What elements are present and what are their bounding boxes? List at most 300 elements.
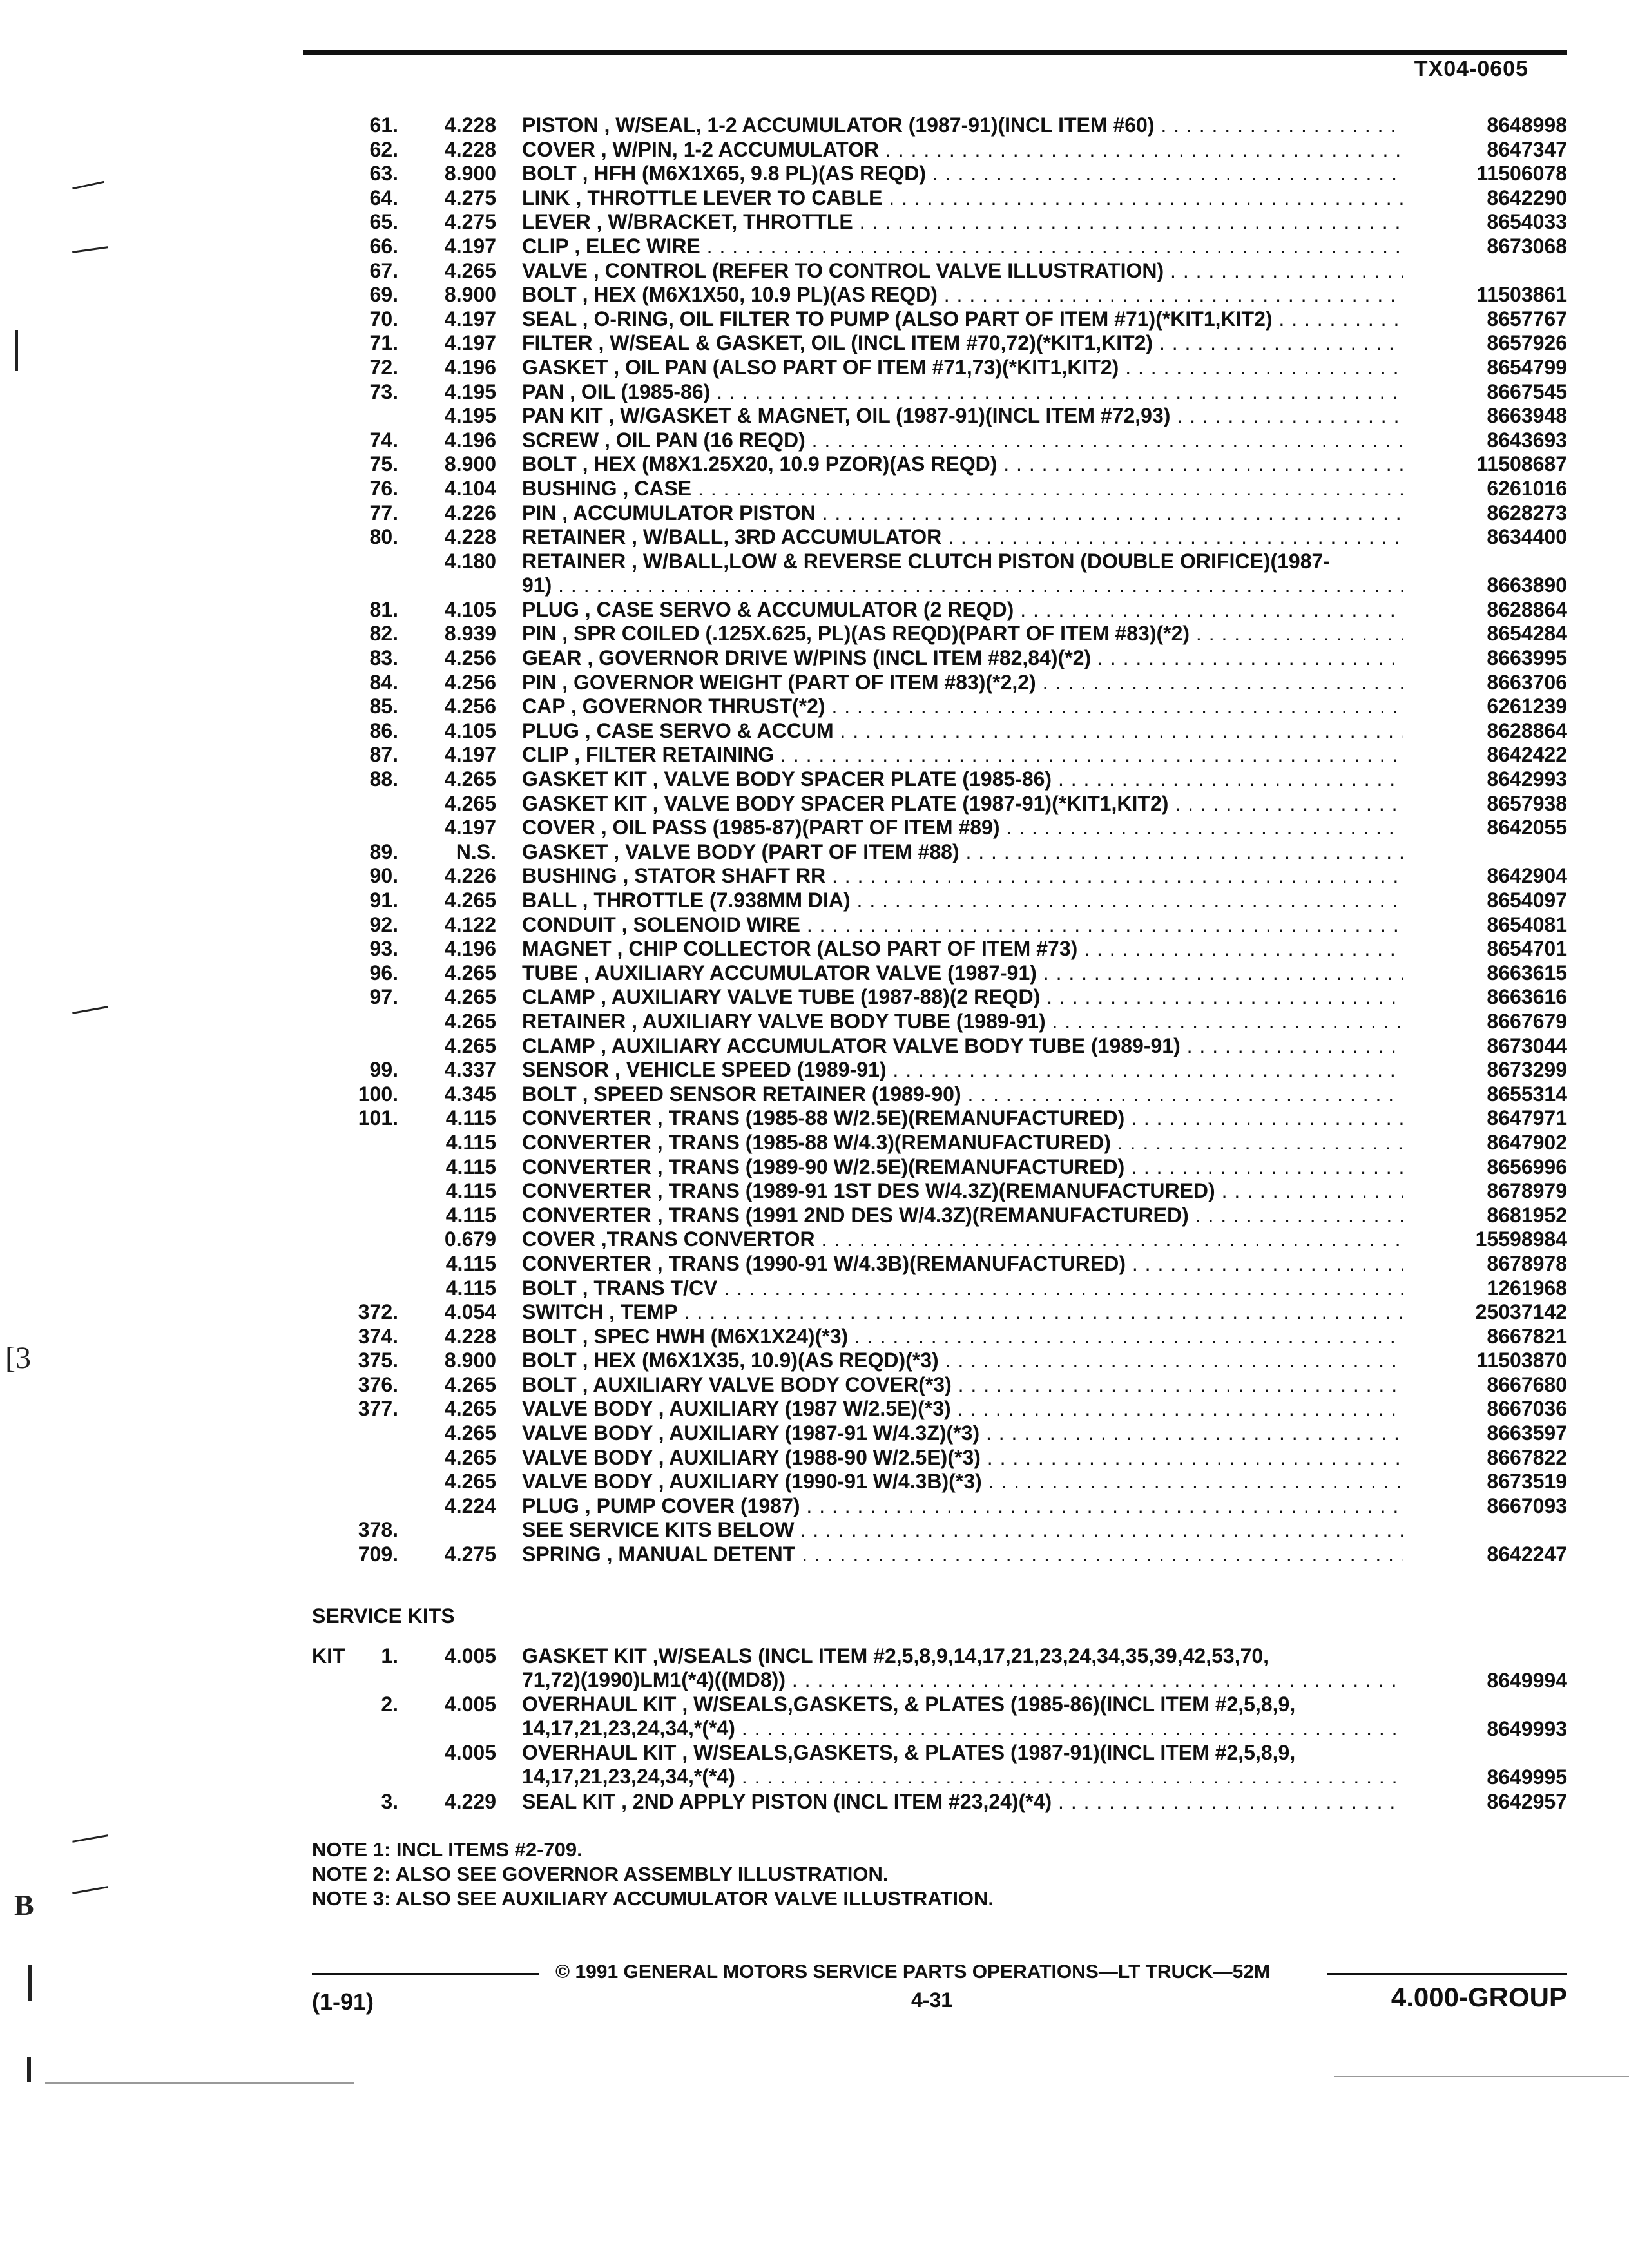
item-number: 2.: [381, 1693, 398, 1716]
part-number: 8642247: [1487, 1542, 1567, 1566]
description-line: [522, 525, 1403, 549]
part-description: [522, 913, 1403, 937]
description-line: [522, 840, 1403, 864]
item-number: 83.: [369, 646, 398, 670]
kit-label: KIT: [312, 1644, 345, 1667]
part-detail: , GOVERNOR WEIGHT (PART OF ITEM #83)(*2,2): [562, 670, 1036, 694]
part-row: [303, 840, 1567, 865]
group-number: 4.226: [444, 501, 496, 524]
part-number: 8667822: [1487, 1445, 1567, 1469]
part-name: BALL: [522, 889, 577, 912]
part-description: [522, 1276, 1403, 1300]
part-name: BUSHING: [522, 864, 617, 888]
part-description: [522, 1325, 1403, 1349]
item-number: 86.: [369, 718, 398, 742]
group-number: 4.337: [444, 1058, 496, 1082]
item-number: 71.: [369, 331, 398, 355]
part-row: [303, 283, 1567, 307]
part-row: [303, 695, 1567, 719]
group-number: 4.005: [444, 1741, 496, 1765]
description-line: [522, 598, 1403, 622]
item-number: 372.: [358, 1300, 398, 1324]
description-line: [522, 864, 1403, 888]
part-row: [303, 671, 1567, 695]
service-kits-list: [303, 1644, 1567, 1814]
part-number: 11503861: [1476, 283, 1567, 307]
part-name: OVERHAUL KIT: [522, 1741, 677, 1765]
part-detail: , AUXILIARY VALVE BODY TUBE (1989-91): [631, 1009, 1046, 1033]
group-number: 4.275: [444, 210, 496, 234]
part-detail: , THROTTLE LEVER TO CABLE: [575, 186, 883, 209]
item-number: 91.: [369, 889, 398, 912]
part-number: 11503870: [1476, 1349, 1567, 1372]
part-row: [303, 1373, 1567, 1398]
part-name: LINK: [522, 186, 570, 209]
part-row: [303, 864, 1567, 889]
margin-mark-3: [3: [5, 1341, 31, 1375]
group-number: 4.228: [444, 525, 496, 549]
part-number: 8647902: [1487, 1130, 1567, 1154]
part-name: GASKET: [522, 840, 608, 863]
description-line: [522, 283, 1403, 307]
item-number: 65.: [369, 210, 398, 234]
part-description: [522, 743, 1403, 767]
group-number: N.S.: [456, 840, 496, 863]
part-number: 8654799: [1487, 355, 1567, 379]
page-number: 4-31: [911, 1988, 953, 2012]
part-name: PIN: [522, 622, 557, 646]
item-number: 81.: [369, 597, 398, 621]
part-detail: , CONTROL (REFER TO CONTROL VALVE ILLUSTRATION): [593, 258, 1164, 282]
description-line: [522, 1741, 1403, 1765]
part-name: CONVERTER: [522, 1106, 651, 1130]
part-name: PLUG: [522, 1494, 579, 1517]
group-number: 4.197: [444, 743, 496, 767]
description-line: [522, 1082, 1403, 1106]
description-line: [522, 1470, 1403, 1494]
part-row: [303, 1058, 1567, 1082]
part-number: 8667036: [1487, 1397, 1567, 1421]
part-row: [303, 501, 1567, 526]
part-row: [303, 113, 1567, 138]
part-description: [522, 1644, 1403, 1692]
part-row: [303, 1106, 1567, 1131]
group-number: 0.679: [444, 1227, 496, 1251]
part-name: PAN KIT: [522, 404, 603, 428]
description-line: [522, 1542, 1403, 1566]
group-number: 4.196: [444, 937, 496, 961]
part-detail: , STATOR SHAFT RR: [622, 864, 826, 888]
part-description: [522, 671, 1403, 695]
part-number: 8667680: [1487, 1372, 1567, 1396]
part-detail: , W/GASKET & MAGNET, OIL (1987-91)(INCL ITEM #72,93): [608, 404, 1171, 428]
part-description: [522, 1693, 1403, 1740]
part-row: [303, 1204, 1567, 1228]
part-number: 8649993: [1487, 1716, 1567, 1740]
part-detail: , TRANS (1991 2ND DES W/4.3Z)(REMANUFACTURED): [657, 1203, 1189, 1227]
item-number: 76.: [369, 476, 398, 500]
item-number: 66.: [369, 234, 398, 258]
service-kits-heading: SERVICE KITS: [312, 1604, 455, 1628]
part-detail: , CASE SERVO & ACCUM: [584, 718, 834, 742]
part-description: [522, 1741, 1403, 1789]
part-number: 11508687: [1476, 452, 1567, 476]
scan-mark: [72, 1886, 108, 1894]
group-number: 4.265: [444, 889, 496, 912]
part-row: [303, 1034, 1567, 1059]
part-name: VALVE BODY: [522, 1445, 653, 1469]
part-description: [522, 1155, 1403, 1179]
description-line: [522, 1325, 1403, 1349]
item-number: 84.: [369, 670, 398, 694]
scan-mark: [72, 1006, 108, 1014]
description-line: [522, 356, 1403, 380]
description-line: [522, 259, 1403, 283]
part-detail: , HFH (M6X1X65, 9.8 PL)(AS REQD): [582, 162, 927, 186]
part-row: [303, 1518, 1567, 1542]
part-detail: , SOLENOID WIRE: [621, 912, 800, 936]
description-line: [522, 428, 1403, 452]
part-name: GASKET KIT: [522, 791, 647, 815]
part-name: BUSHING: [522, 476, 617, 500]
part-detail: , FILTER RETAINING: [574, 743, 775, 767]
part-row: [303, 138, 1567, 162]
part-description: [522, 1349, 1403, 1372]
part-description: [522, 1542, 1403, 1566]
part-description: [522, 1227, 1403, 1251]
item-number: 82.: [369, 622, 398, 646]
part-number: 8647971: [1487, 1106, 1567, 1130]
description-continuation: 14,17,21,23,24,34,*(*4) . . .: [522, 1765, 1403, 1789]
description-line: [522, 1227, 1403, 1251]
group-number: 4.115: [445, 1155, 496, 1178]
part-number: 8673044: [1487, 1033, 1567, 1057]
part-row: [303, 1276, 1567, 1301]
group-number: 8.900: [444, 162, 496, 186]
part-number: 8657938: [1487, 791, 1567, 815]
item-number: 88.: [369, 767, 398, 791]
part-detail: , GOVERNOR THRUST(*2): [570, 695, 825, 718]
group-number: 4.115: [445, 1276, 496, 1300]
item-number: 62.: [369, 137, 398, 161]
part-name: SWITCH: [522, 1300, 604, 1324]
part-detail: , AUXILIARY (1988-90 W/2.5E)(*3): [658, 1445, 981, 1469]
description-line: [522, 477, 1403, 501]
part-name: LEVER: [522, 210, 591, 234]
description-line: [522, 162, 1403, 186]
part-row: [303, 1179, 1567, 1204]
part-row: [303, 1494, 1567, 1519]
part-detail: , 2ND APPLY PISTON (INCL ITEM #23,24)(*4): [621, 1789, 1052, 1813]
part-detail: , VALVE BODY SPACER PLATE (1987-91)(*KIT1,KIT2): [652, 791, 1169, 815]
item-number: 72.: [369, 355, 398, 379]
description-continuation: 91) . . .: [522, 573, 1403, 597]
description-line: [522, 210, 1403, 234]
item-number: 97.: [369, 985, 398, 1009]
part-description: [522, 1421, 1403, 1445]
part-number: 8667545: [1487, 380, 1567, 403]
part-row: [303, 1741, 1567, 1789]
part-number: 8642993: [1487, 767, 1567, 791]
description-line: [522, 550, 1403, 573]
part-name: PISTON: [522, 113, 599, 137]
description-line: [522, 452, 1403, 476]
part-name: PLUG: [522, 597, 579, 621]
part-name: GASKET KIT: [522, 767, 647, 791]
group-number: 4.229: [444, 1789, 496, 1813]
item-number: 80.: [369, 525, 398, 549]
part-description: [522, 452, 1403, 476]
note-1: NOTE 1: INCL ITEMS #2-709.: [312, 1838, 583, 1861]
part-number: 8643693: [1487, 428, 1567, 452]
scan-rule: [1334, 2076, 1629, 2077]
part-name: CLIP: [522, 234, 569, 258]
item-number: 74.: [369, 428, 398, 452]
description-line: [522, 1276, 1403, 1300]
part-row: [303, 719, 1567, 744]
part-row: [303, 525, 1567, 550]
description-line: [522, 1179, 1403, 1203]
description-line: [522, 501, 1403, 525]
description-line: [522, 985, 1403, 1009]
part-description: [522, 162, 1403, 186]
part-row: [303, 598, 1567, 622]
part-name: BOLT: [522, 1276, 577, 1300]
part-number: 8663706: [1487, 670, 1567, 694]
part-number: 8673519: [1487, 1470, 1567, 1494]
group-number: 4.104: [444, 476, 496, 500]
group-number: 4.226: [444, 864, 496, 888]
part-number: 8656996: [1487, 1155, 1567, 1178]
group-number: 4.265: [444, 1372, 496, 1396]
description-line: [522, 719, 1403, 743]
part-detail: , AUXILIARY ACCUMULATOR VALVE (1987-91): [584, 961, 1037, 985]
part-number: 8654701: [1487, 937, 1567, 961]
part-number: 8673068: [1487, 234, 1567, 258]
part-name: SEAL: [522, 307, 577, 331]
item-number: 1.: [381, 1644, 398, 1667]
group-number: 4.196: [444, 355, 496, 379]
part-description: [522, 428, 1403, 452]
notes: [312, 1838, 994, 1911]
part-number: 8667093: [1487, 1494, 1567, 1517]
part-description: [522, 1082, 1403, 1106]
description-line: [522, 1494, 1403, 1518]
part-name: BOLT: [522, 1082, 577, 1106]
part-description: [522, 1010, 1403, 1033]
part-row: [303, 210, 1567, 235]
part-detail: , CASE: [622, 476, 692, 500]
part-row: [303, 380, 1567, 405]
part-detail: , TRANS (1985-88 W/2.5E)(REMANUFACTURED): [657, 1106, 1125, 1130]
part-detail: , OIL PASS (1985-87)(PART OF ITEM #89): [601, 816, 1000, 840]
part-row: [303, 1131, 1567, 1155]
part-description: [522, 889, 1403, 912]
group-number: 4.256: [444, 670, 496, 694]
part-description: [522, 695, 1403, 718]
part-name: CONVERTER: [522, 1179, 651, 1203]
item-number: 70.: [369, 307, 398, 331]
description-line: [522, 695, 1403, 718]
description-line: [522, 816, 1403, 840]
part-number: 6261239: [1487, 695, 1567, 718]
part-detail: , HEX (M6X1X50, 10.9 PL)(AS REQD): [582, 283, 938, 307]
description-line: [522, 138, 1403, 162]
part-detail: , TEMP: [609, 1300, 678, 1324]
part-detail: , ELEC WIRE: [574, 234, 700, 258]
part-detail: , W/PIN, 1-2 ACCUMULATOR: [601, 137, 880, 161]
part-row: [303, 259, 1567, 284]
part-row: [303, 743, 1567, 767]
part-name: CAP: [522, 695, 565, 718]
item-number: 378.: [358, 1518, 398, 1542]
part-number: 8642957: [1487, 1789, 1567, 1813]
part-detail: , AUXILIARY (1987-91 W/4.3Z)(*3): [658, 1421, 980, 1445]
group-number: 4.265: [444, 961, 496, 985]
part-description: [522, 113, 1403, 137]
margin-mark-b: B: [14, 1888, 34, 1921]
part-description: [522, 331, 1403, 355]
part-detail: , W/SEALS,GASKETS, & PLATES (1985-86)(INCL ITEM #2,5,8,9,: [682, 1693, 1296, 1716]
part-name: BOLT: [522, 452, 577, 476]
part-row: [303, 913, 1567, 937]
group-number: 4.115: [445, 1251, 496, 1275]
description-line: [522, 1155, 1403, 1179]
part-detail: , OIL PAN (16 REQD): [604, 428, 805, 452]
part-name: BOLT: [522, 1372, 577, 1396]
item-number: 376.: [358, 1372, 398, 1396]
item-number: 85.: [369, 695, 398, 718]
group-number: 4.265: [444, 1397, 496, 1421]
part-description: [522, 719, 1403, 743]
part-row: [303, 1470, 1567, 1494]
part-detail: , W/BALL, 3RD ACCUMULATOR: [631, 525, 942, 549]
part-number: 8681952: [1487, 1203, 1567, 1227]
part-row: [303, 550, 1567, 598]
part-description: [522, 1179, 1403, 1203]
part-row: [303, 307, 1567, 332]
part-number: 8654097: [1487, 889, 1567, 912]
description-line: [522, 1034, 1403, 1058]
part-name: CONVERTER: [522, 1130, 651, 1154]
group-number: 8.900: [444, 452, 496, 476]
part-name: SEAL KIT: [522, 1789, 616, 1813]
part-description: [522, 307, 1403, 331]
part-number: 15598984: [1475, 1227, 1567, 1251]
part-description: [522, 767, 1403, 791]
part-number: 8667821: [1487, 1324, 1567, 1348]
part-row: [303, 1227, 1567, 1252]
part-description: [522, 404, 1403, 428]
description-line: [522, 380, 1403, 404]
description-line: [522, 113, 1403, 137]
part-row: [303, 937, 1567, 961]
part-detail: , AUXILIARY VALVE BODY COVER(*3): [582, 1372, 952, 1396]
item-number: 92.: [369, 912, 398, 936]
item-number: 89.: [369, 840, 398, 863]
description-line: [522, 1790, 1403, 1814]
scan-mark: [72, 246, 108, 253]
description-line: [522, 307, 1403, 331]
part-row: [303, 646, 1567, 671]
part-detail: , VALVE BODY SPACER PLATE (1985-86): [652, 767, 1052, 791]
item-number: 77.: [369, 501, 398, 524]
part-detail: , VEHICLE SPEED (1989-91): [615, 1058, 887, 1082]
part-name: CONDUIT: [522, 912, 616, 936]
description-line: [522, 1421, 1403, 1445]
part-description: [522, 1252, 1403, 1276]
part-number: 25037142: [1475, 1300, 1567, 1324]
description-line: [522, 792, 1403, 816]
part-detail: , TRANS (1989-90 W/2.5E)(REMANUFACTURED): [657, 1155, 1125, 1178]
part-description: [522, 1397, 1403, 1421]
part-description: [522, 1494, 1403, 1518]
part-detail: , THROTTLE (7.938MM DIA): [582, 889, 851, 912]
item-number: 75.: [369, 452, 398, 476]
group-number: 4.265: [444, 767, 496, 791]
description-line: [522, 646, 1403, 670]
group-number: 4.197: [444, 307, 496, 331]
part-row: [303, 186, 1567, 211]
part-description: [522, 622, 1403, 646]
item-number: 61.: [369, 113, 398, 137]
part-description: [522, 138, 1403, 162]
part-number: 8642422: [1487, 743, 1567, 767]
part-name: GEAR: [522, 646, 582, 670]
part-name: PIN: [522, 501, 557, 524]
part-number: 8657767: [1487, 307, 1567, 331]
part-row: [303, 985, 1567, 1010]
item-number: 90.: [369, 864, 398, 888]
part-description: [522, 598, 1403, 622]
group-number: 4.180: [444, 549, 496, 573]
part-row: [303, 331, 1567, 356]
part-name: RETAINER: [522, 525, 626, 549]
part-description: [522, 1470, 1403, 1494]
group-number: 4.275: [444, 186, 496, 209]
part-row: [303, 961, 1567, 986]
description-line: [522, 1010, 1403, 1033]
part-detail: , ACCUMULATOR PISTON: [562, 501, 816, 524]
part-row: [303, 1349, 1567, 1373]
part-description: [522, 210, 1403, 234]
item-number: 64.: [369, 186, 398, 209]
part-number: 8648998: [1487, 113, 1567, 137]
part-row: [303, 356, 1567, 380]
part-name: COVER: [522, 137, 595, 161]
description-line: [522, 622, 1403, 646]
part-description: [522, 501, 1403, 525]
description-continuation: 14,17,21,23,24,34,*(*4) . . .: [522, 1716, 1403, 1740]
part-number: 8642904: [1487, 864, 1567, 888]
scan-mark: [27, 2057, 31, 2082]
group-number: 4.197: [444, 234, 496, 258]
part-name: PAN: [522, 380, 564, 403]
part-description: [522, 283, 1403, 307]
part-detail: , AUXILIARY VALVE TUBE (1987-88)(2 REQD): [601, 985, 1041, 1009]
part-description: [522, 646, 1403, 670]
part-row: [303, 404, 1567, 428]
part-description: [522, 356, 1403, 380]
part-name: CONVERTER: [522, 1203, 651, 1227]
group-number: 4.195: [444, 380, 496, 403]
part-row: [303, 622, 1567, 646]
part-description: [522, 840, 1403, 864]
part-row: [303, 1644, 1567, 1693]
item-number: 101.: [358, 1106, 398, 1130]
date-code: (1-91): [312, 1988, 374, 2015]
part-row: [303, 1300, 1567, 1325]
